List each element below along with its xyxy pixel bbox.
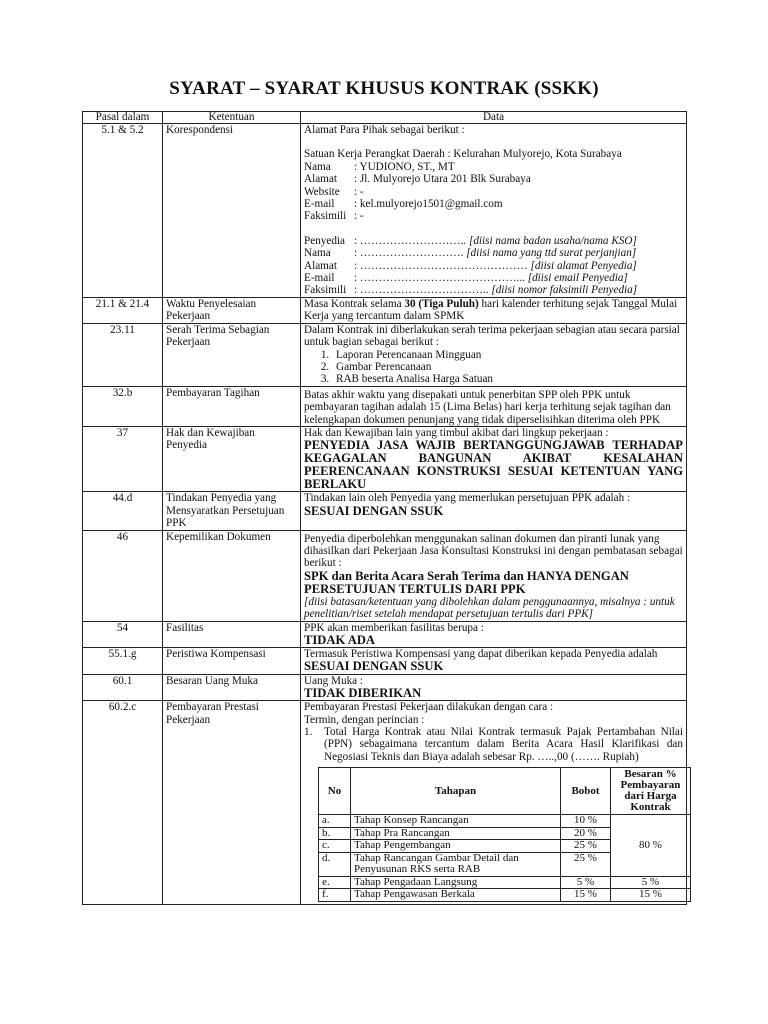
table-row	[83, 492, 687, 530]
table-row	[319, 876, 691, 889]
data-cell	[301, 674, 687, 700]
ketentuan-cell: Tindakan Penyedia yang Mensyaratkan Persetujuan PPK	[163, 492, 301, 530]
table-row	[83, 386, 687, 426]
penyedia-alamat: Alamat : ……………………………………… [diisi alamat Penyedia]	[304, 259, 637, 272]
pasal-cell: 5.1 & 5.2	[83, 124, 163, 298]
data-cell	[301, 297, 687, 323]
kepemilikan-bold: SPK dan Berita Acara Serah Terima dan HANYA DENGAN PERSETUJUAN TERTULIS DARI PPK	[304, 568, 629, 596]
skpd-line: Satuan Kerja Perangkat Daerah : Kelurahan Mulyorejo, Kota Surabaya	[304, 148, 622, 161]
tahapan-besaran: 15 %	[611, 889, 691, 902]
tahapan-no: f.	[319, 889, 351, 902]
penyedia-email: E-mail : ……………………………………... [diisi email Penyedia]	[304, 272, 628, 285]
tahapan-bobot: 10 %	[561, 815, 611, 828]
tahapan-header-bobot: Bobot	[561, 768, 611, 815]
tahapan-bobot: 20 %	[561, 827, 611, 840]
data-cell	[301, 648, 687, 675]
masa-kontrak-text: Masa Kontrak selama 30 (Tiga Puluh) hari kalender terhitung sejak Tanggal Mulai Kerja yang tercantum dalam SPMK	[304, 297, 678, 323]
table-row	[83, 530, 687, 621]
pejabat-email: E-mail : kel.mulyorejo1501@gmail.com	[304, 198, 503, 211]
tahapan-name: Tahap Pengembangan	[351, 840, 561, 853]
serah-terima-list	[304, 349, 683, 386]
header-ketentuan: Ketentuan	[163, 112, 301, 124]
data-cell	[301, 492, 687, 530]
termin-item: 1. Total Harga Kontrak atau Nilai Kontrak termasuk Pajak Pertambahan Nilai (PPN) sebagaimana tercantum dalam Berita Acara Hasil Klarifikasi dan Negosiasi Teknis dan Biaya adalah sebesar Rp. …..,00 (……. Rupiah)	[304, 726, 683, 763]
tahapan-header-besaran: Besaran % Pembayaran dari Harga Kontrak	[611, 768, 691, 815]
data-cell	[301, 621, 687, 647]
data-cell	[301, 124, 687, 298]
tindakan-bold: SESUAI DENGAN SSUK	[304, 503, 444, 518]
fasilitas-bold: TIDAK ADA	[304, 633, 376, 647]
list-item: 2. Gambar Perencanaan	[332, 361, 683, 373]
table-header-row	[83, 112, 687, 124]
penyedia-nama: Nama : ………………………. [diisi nama yang ttd surat perjanjian]	[304, 247, 637, 260]
pejabat-alamat: Alamat : Jl. Mulyorejo Utara 201 Blk Surabaya	[304, 173, 531, 186]
pasal-cell: 21.1 & 21.4	[83, 297, 163, 323]
page-title: SYARAT – SYARAT KHUSUS KONTRAK (SSKK)	[169, 78, 599, 99]
tahapan-table	[318, 767, 691, 902]
pasal-cell: 32.b	[83, 386, 163, 426]
prestasi-text: Pembayaran Prestasi Pekerjaan dilakukan dengan cara :	[304, 701, 554, 714]
fasilitas-text: PPK akan memberikan fasilitas berupa :	[304, 621, 484, 634]
uang-muka-text: Uang Muka :	[304, 674, 364, 687]
serah-terima-text: Dalam Kontrak ini diberlakukan serah terima pekerjaan sebagian atau secara parsial untuk bagian sebagai berikut :	[304, 323, 680, 349]
table-row	[319, 889, 691, 902]
tahapan-bobot: 25 %	[561, 840, 611, 853]
uang-muka-bold: TIDAK DIBERIKAN	[304, 686, 422, 701]
tahapan-header-row	[319, 768, 691, 815]
pasal-cell: 60.2.c	[83, 701, 163, 905]
tahapan-name: Tahap Pra Rancangan	[351, 827, 561, 840]
ketentuan-cell: Serah Terima Sebagian Pekerjaan	[163, 323, 301, 386]
kepemilikan-text: Penyedia diperbolehkan menggunakan salinan dokumen dan piranti lunak yang dihasilkan dari Pekerjaan Jasa Konsultasi Konstruksi ini dengan pembatasan sebagai berikut :	[304, 532, 683, 570]
tahapan-bobot: 15 %	[561, 889, 611, 902]
header-data: Data	[301, 112, 687, 124]
penyedia-faksimili: Faksimili : …………………………….. [diisi nomor faksimili Penyedia]	[304, 284, 638, 297]
tahapan-bobot: 5 %	[561, 876, 611, 889]
table-row	[83, 297, 687, 323]
table-row	[83, 674, 687, 700]
tahapan-name: Tahap Konsep Rancangan	[351, 815, 561, 828]
tahapan-no: b.	[319, 827, 351, 840]
data-cell	[301, 323, 687, 386]
ketentuan-cell: Kepemilikan Dokumen	[163, 530, 301, 621]
tahapan-no: c.	[319, 840, 351, 853]
hak-kewajiban-bold: PENYEDIA JASA WAJIB BERTANGGUNGJAWAB TERHADAP KEGAGALAN BANGUNAN AKIBAT KESALAHAN PEERENCANAAN KONSTRUKSI SESUAI KETENTUAN YANG BERLAKU	[304, 438, 683, 492]
tahapan-besaran: 5 %	[611, 876, 691, 889]
table-row	[83, 621, 687, 647]
table-row	[83, 648, 687, 675]
pasal-cell: 60.1	[83, 674, 163, 700]
list-item: 3. RAB beserta Analisa Harga Satuan	[332, 373, 683, 385]
ketentuan-cell: Korespondensi	[163, 124, 301, 298]
tahapan-header-tahapan: Tahapan	[351, 768, 561, 815]
pejabat-faksimili: Faksimili : -	[304, 210, 364, 223]
besaran-group: 80 %	[611, 815, 691, 877]
ketentuan-cell: Fasilitas	[163, 621, 301, 647]
korespondensi-intro: Alamat Para Pihak sebagai berikut :	[304, 124, 465, 136]
pejabat-nama: Nama : YUDIONO, ST., MT	[304, 160, 455, 173]
header-pasal: Pasal dalam	[83, 112, 163, 124]
ketentuan-cell: Pembayaran Prestasi Pekerjaan	[163, 701, 301, 905]
data-cell	[301, 530, 687, 621]
tahapan-name: Tahap Pengawasan Berkala	[351, 889, 561, 902]
tindakan-text: Tindakan lain oleh Penyedia yang memerlukan persetujuan PPK adalah :	[304, 492, 631, 505]
pejabat-website: Website : -	[304, 185, 364, 198]
table-row	[83, 426, 687, 491]
list-item: 1. Laporan Perencanaan Mingguan	[332, 349, 683, 361]
table-row	[319, 815, 691, 828]
tahapan-name: Tahap Rancangan Gambar Detail dan Penyusunan RKS serta RAB	[351, 852, 561, 876]
ketentuan-cell: Pembayaran Tagihan	[163, 386, 301, 426]
data-cell	[301, 701, 687, 905]
tahapan-bobot: 25 %	[561, 852, 611, 876]
kepemilikan-note: [diisi batasan/ketentuan yang dibolehkan dalam penggunaannya, misalnya : untuk penelitian/riset setelah mendapat persetujuan tertulis dari PPK]	[304, 595, 675, 621]
data-cell	[301, 426, 687, 491]
pasal-cell: 55.1.g	[83, 648, 163, 675]
termin-text: Termin, dengan perincian :	[304, 713, 425, 726]
ketentuan-cell: Waktu Penyelesaian Pekerjaan	[163, 297, 301, 323]
tahapan-no: a.	[319, 815, 351, 828]
ketentuan-cell: Hak dan Kewajiban Penyedia	[163, 426, 301, 491]
ketentuan-cell: Besaran Uang Muka	[163, 674, 301, 700]
hak-kewajiban-text: Hak dan Kewajiban lain yang timbul akibat dari lingkup pekerjaan :	[304, 426, 609, 439]
tahapan-no: d.	[319, 852, 351, 876]
tahapan-name: Tahap Pengadaan Langsung	[351, 876, 561, 889]
pasal-cell: 46	[83, 530, 163, 621]
penyedia-line: Penyedia : ……………………….. [diisi nama badan usaha/nama KSO]	[304, 234, 637, 247]
pasal-cell: 23.11	[83, 323, 163, 386]
tahapan-header-no: No	[319, 768, 351, 815]
table-row	[83, 701, 687, 905]
table-row	[83, 323, 687, 386]
pasal-cell: 37	[83, 426, 163, 491]
table-row	[83, 124, 687, 298]
tahapan-no: e.	[319, 876, 351, 889]
kompensasi-text: Termasuk Peristiwa Kompensasi yang dapat diberikan kepada Penyedia adalah SESUAI DENGAN SSUK	[304, 648, 658, 674]
ketentuan-cell: Peristiwa Kompensasi	[163, 648, 301, 675]
pasal-cell: 44.d	[83, 492, 163, 530]
sskk-table	[82, 111, 687, 905]
pasal-cell: 54	[83, 621, 163, 647]
data-cell	[301, 386, 687, 426]
pembayaran-tagihan-text: Batas akhir waktu yang disepakati untuk penerbitan SPP oleh PPK untuk pembayaran tagihan adalah 15 (Lima Belas) hari kerja terhitung sejak tagihan dan kelengkapan dokumen penunjang yang tidak diperselisihkan diterima oleh PPK	[304, 388, 671, 426]
